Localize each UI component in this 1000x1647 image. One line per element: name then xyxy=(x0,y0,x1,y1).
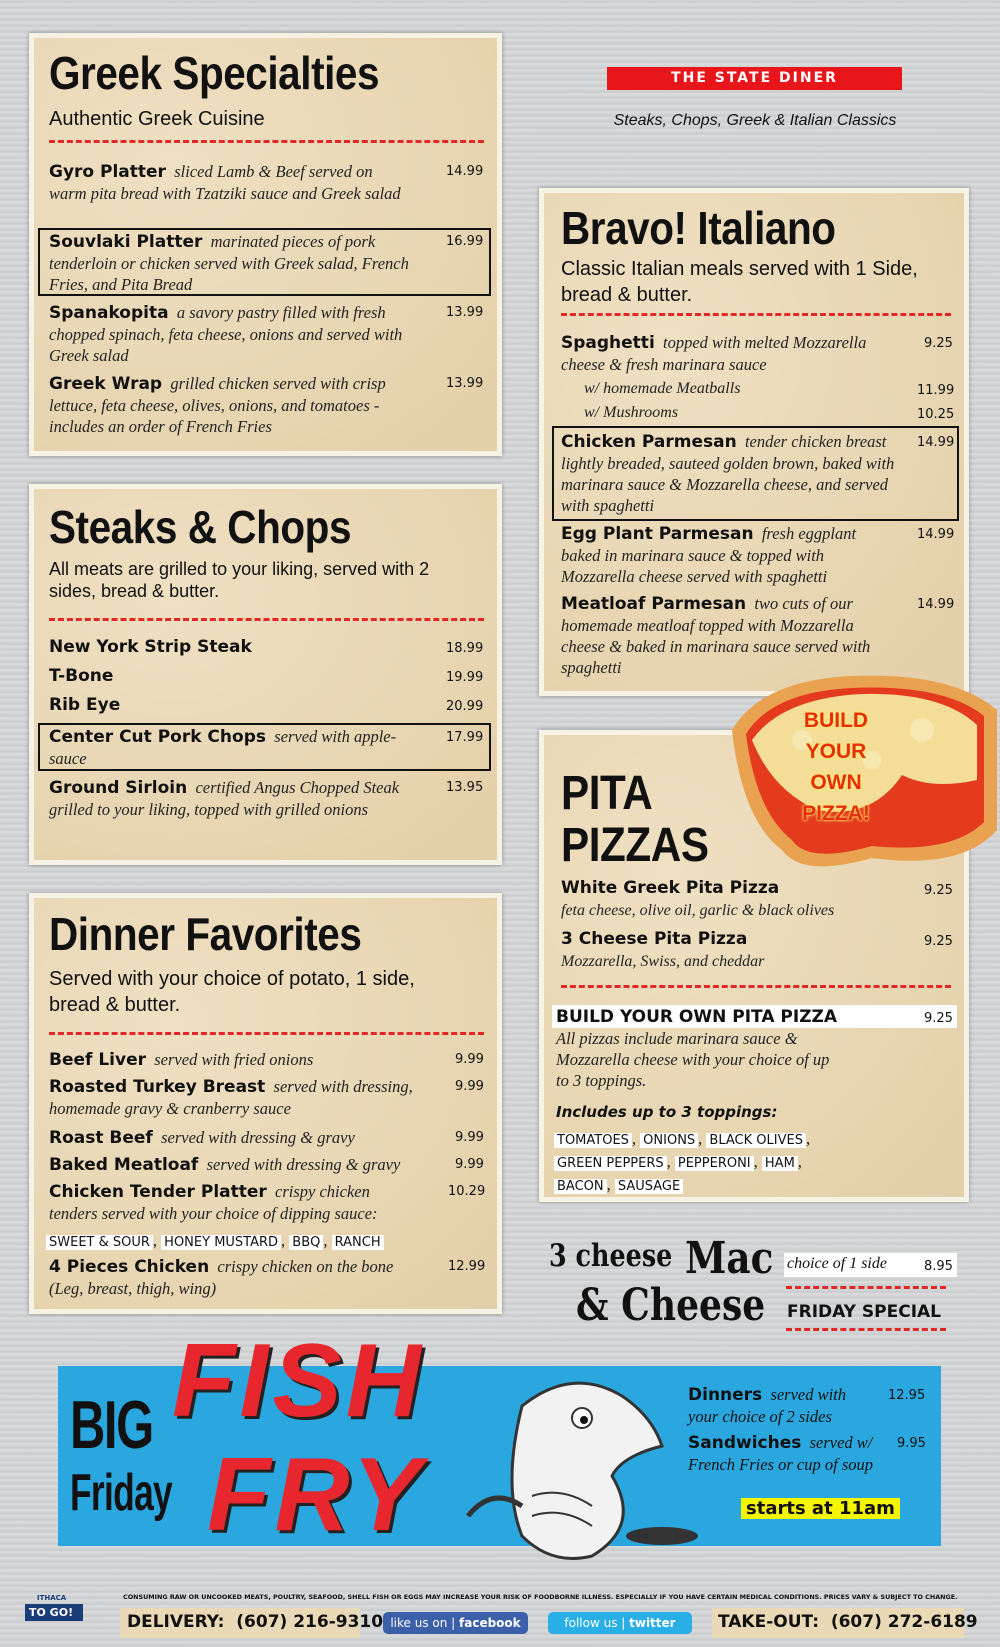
menu-item-souvlaki: Souvlaki Platter marinated pieces of pork tenderloin or chicken served with Greek salad, French Fries, and Pita Bread xyxy=(49,232,409,294)
price-souvlaki: 16.99 xyxy=(446,234,484,249)
greek-divider xyxy=(49,140,484,143)
price-meatloaf-parmesan: 14.99 xyxy=(917,597,955,612)
fish-item-dinners: Dinners served with your choice of 2 sides xyxy=(688,1385,847,1426)
menu-item-beef-liver: Beef Liver served with fried onions xyxy=(49,1050,314,1070)
price-t-bone: 19.99 xyxy=(446,670,484,685)
fish-word-fry: FRY xyxy=(207,1437,426,1553)
menu-item-pork-chops: Center Cut Pork Chops served with apple-sauce xyxy=(49,727,397,768)
option-meatballs: w/ homemade Meatballs xyxy=(584,380,741,397)
mac-three-cheese: 3 cheese xyxy=(549,1238,673,1274)
price-spaghetti: 9.25 xyxy=(924,336,953,351)
fish-starts-time: starts at 11am xyxy=(741,1498,900,1519)
sauce-honey-mustard: HONEY MUSTARD xyxy=(161,1235,281,1250)
fish-item-sandwiches: Sandwiches served w/ French Fries or cup of soup xyxy=(688,1433,873,1474)
menu-item-chicken-parmesan: Chicken Parmesan tender chicken breast lightly breaded, sauteed golden brown, baked with marinara sauce & Mozzarella cheese, and served with spaghetti xyxy=(561,432,895,515)
option-mushrooms: w/ Mushrooms xyxy=(584,404,679,421)
fish-mascot-icon xyxy=(462,1366,702,1566)
price-spanakopita: 13.99 xyxy=(446,305,484,320)
pita-title-line1: PITA xyxy=(561,767,653,820)
toppings-list: TOMATOES , ONIONS , BLACK OLIVES , GREEN PEPPERS , PEPPERONI , HAM , BACON , SAUSAGE xyxy=(554,1128,854,1197)
sauce-bbq: BBQ xyxy=(289,1235,323,1250)
price-eggplant-parmesan: 14.99 xyxy=(917,527,955,542)
mac-dash-top xyxy=(786,1286,946,1289)
italian-title: Bravo! Italiano xyxy=(561,202,836,254)
twitter-button[interactable]: follow us | twitter xyxy=(548,1612,692,1634)
dinner-title: Dinner Favorites xyxy=(49,908,362,960)
price-rib-eye: 20.99 xyxy=(446,699,484,714)
price-chicken-tender: 10.29 xyxy=(448,1184,486,1199)
pita-title-line2: PIZZAS xyxy=(561,819,709,872)
menu-item-t-bone: T-Bone xyxy=(49,666,114,686)
price-white-greek-pita: 9.25 xyxy=(924,883,953,898)
price-mushrooms: 10.25 xyxy=(917,407,955,422)
greek-subtitle: Authentic Greek Cuisine xyxy=(49,108,265,130)
price-pork-chops: 17.99 xyxy=(446,730,484,745)
build-your-own-title: BUILD YOUR OWN PITA PIZZA xyxy=(556,1007,837,1027)
italian-subtitle: Classic Italian meals served with 1 Side, bread & butter. xyxy=(561,258,918,306)
menu-item-gyro: Gyro Platter sliced Lamb & Beef served on warm pita bread with Tzatziki sauce and Greek salad xyxy=(49,162,401,203)
price-greek-wrap: 13.99 xyxy=(446,376,484,391)
price-ny-strip: 18.99 xyxy=(446,641,484,656)
price-ground-sirloin: 13.95 xyxy=(446,780,484,795)
price-4-pieces-chicken: 12.99 xyxy=(448,1259,486,1274)
price-3-cheese-pita: 9.25 xyxy=(924,934,953,949)
price-gyro: 14.99 xyxy=(446,164,484,179)
menu-item-baked-meatloaf: Baked Meatloaf served with dressing & gravy xyxy=(49,1155,401,1175)
mac-and-cheese: & Cheese xyxy=(576,1280,766,1331)
fish-word-fish: FISH xyxy=(172,1323,425,1439)
menu-item-3-cheese-pita: 3 Cheese Pita Pizza xyxy=(561,929,748,949)
mac-side: choice of 1 side xyxy=(787,1255,887,1272)
price-turkey-breast: 9.99 xyxy=(455,1079,484,1094)
friday-special: FRIDAY SPECIAL xyxy=(787,1302,942,1322)
desc-3-cheese-pita: Mozzarella, Swiss, and cheddar xyxy=(561,953,765,970)
menu-item-greek-wrap: Greek Wrap grilled chicken served with crisp lettuce, feta cheese, olives, onions, and tomatoes - includes an order of French Fries xyxy=(49,374,386,436)
pita-divider xyxy=(561,985,951,988)
menu-item-chicken-tender: Chicken Tender Platter crispy chicken tenders served with your choice of dipping sauce: xyxy=(49,1182,378,1223)
delivery-phone: DELIVERY: (607) 216-9310 xyxy=(127,1612,384,1632)
price-meatballs: 11.99 xyxy=(917,383,955,398)
greek-title: Greek Specialties xyxy=(49,47,380,99)
menu-item-spanakopita: Spanakopita a savory pastry filled with fresh chopped spinach, feta cheese, onions and served with Greek salad xyxy=(49,303,403,365)
build-your-own-desc: All pizzas include marinara sauce & Mozzarella cheese with your choice of up to 3 toppings. xyxy=(556,1029,830,1090)
sauce-list: SWEET & SOUR , HONEY MUSTARD , BBQ , RANCH xyxy=(46,1230,466,1253)
ithaca-to-go-logo: ITHACA TO GO! xyxy=(25,1594,105,1634)
price-beef-liver: 9.99 xyxy=(455,1052,484,1067)
menu-item-white-greek-pita: White Greek Pita Pizza xyxy=(561,878,780,898)
menu-item-rib-eye: Rib Eye xyxy=(49,695,121,715)
tagline: Steaks, Chops, Greek & Italian Classics xyxy=(613,112,897,129)
dinner-divider xyxy=(49,1032,484,1035)
food-safety-warning: CONSUMING RAW OR UNCOOKED MEATS, POULTRY, SEAFOOD, SHELL FISH OR EGGS MAY INCREASE YOUR RISK OF FOODBORNE ILLNESS. ESPECIALLY IF YOU HAVE CERTAIN MEDICAL CONDITIONS. PRICES VARY & SUBJECT TO CHANGE. xyxy=(123,1593,958,1601)
diner-name: THE STATE DINER xyxy=(671,70,838,86)
menu-item-4-pieces-chicken: 4 Pieces Chicken crispy chicken on the bone (Leg, breast, thigh, wing) xyxy=(49,1257,394,1298)
build-your-own-badge: BUILD YOUR OWN PIZZA! xyxy=(802,709,870,825)
toppings-title: Includes up to 3 toppings: xyxy=(556,1103,778,1121)
sauce-ranch: RANCH xyxy=(332,1235,384,1250)
facebook-button[interactable]: like us on | facebook xyxy=(383,1612,528,1634)
steaks-divider xyxy=(49,618,484,621)
menu-item-ground-sirloin: Ground Sirloin certified Angus Chopped Steak grilled to your liking, topped with grilled onions xyxy=(49,778,400,819)
mac-dash-bottom xyxy=(786,1328,946,1331)
italian-divider xyxy=(561,313,951,316)
menu-item-roast-beef: Roast Beef served with dressing & gravy xyxy=(49,1128,355,1148)
steaks-subtitle: All meats are grilled to your liking, served with 2 sides, bread & butter. xyxy=(49,559,430,601)
menu-item-ny-strip: New York Strip Steak xyxy=(49,637,252,657)
menu-item-spaghetti: Spaghetti topped with melted Mozzarella cheese & fresh marinara sauce xyxy=(561,333,867,374)
mac-mac: Mac xyxy=(685,1233,774,1284)
takeout-phone: TAKE-OUT: (607) 272-6189 xyxy=(718,1612,978,1632)
steaks-title: Steaks & Chops xyxy=(49,501,352,553)
fish-big: BIG xyxy=(70,1387,153,1463)
menu-item-turkey-breast: Roasted Turkey Breast served with dressing, homemade gravy & cranberry sauce xyxy=(49,1077,413,1118)
price-fish-sandwiches: 9.95 xyxy=(897,1436,926,1451)
dinner-subtitle: Served with your choice of potato, 1 side, bread & butter. xyxy=(49,968,415,1016)
price-baked-meatloaf: 9.99 xyxy=(455,1157,484,1172)
menu-item-meatloaf-parmesan: Meatloaf Parmesan two cuts of our homemade meatloaf topped with Mozzarella cheese & baked in marinara sauce served with spaghetti xyxy=(561,594,871,677)
fish-friday: Friday xyxy=(70,1464,173,1522)
sauce-sweet-sour: SWEET & SOUR xyxy=(46,1235,153,1250)
price-mac: 8.95 xyxy=(924,1259,953,1274)
menu-item-eggplant-parmesan: Egg Plant Parmesan fresh eggplant baked in marinara sauce & topped with Mozzarella cheese served with spaghetti xyxy=(561,524,857,586)
price-fish-dinners: 12.95 xyxy=(888,1388,926,1403)
price-build-your-own: 9.25 xyxy=(924,1011,953,1026)
desc-white-greek-pita: feta cheese, olive oil, garlic & black olives xyxy=(561,902,835,919)
price-chicken-parmesan: 14.99 xyxy=(917,435,955,450)
price-roast-beef: 9.99 xyxy=(455,1130,484,1145)
